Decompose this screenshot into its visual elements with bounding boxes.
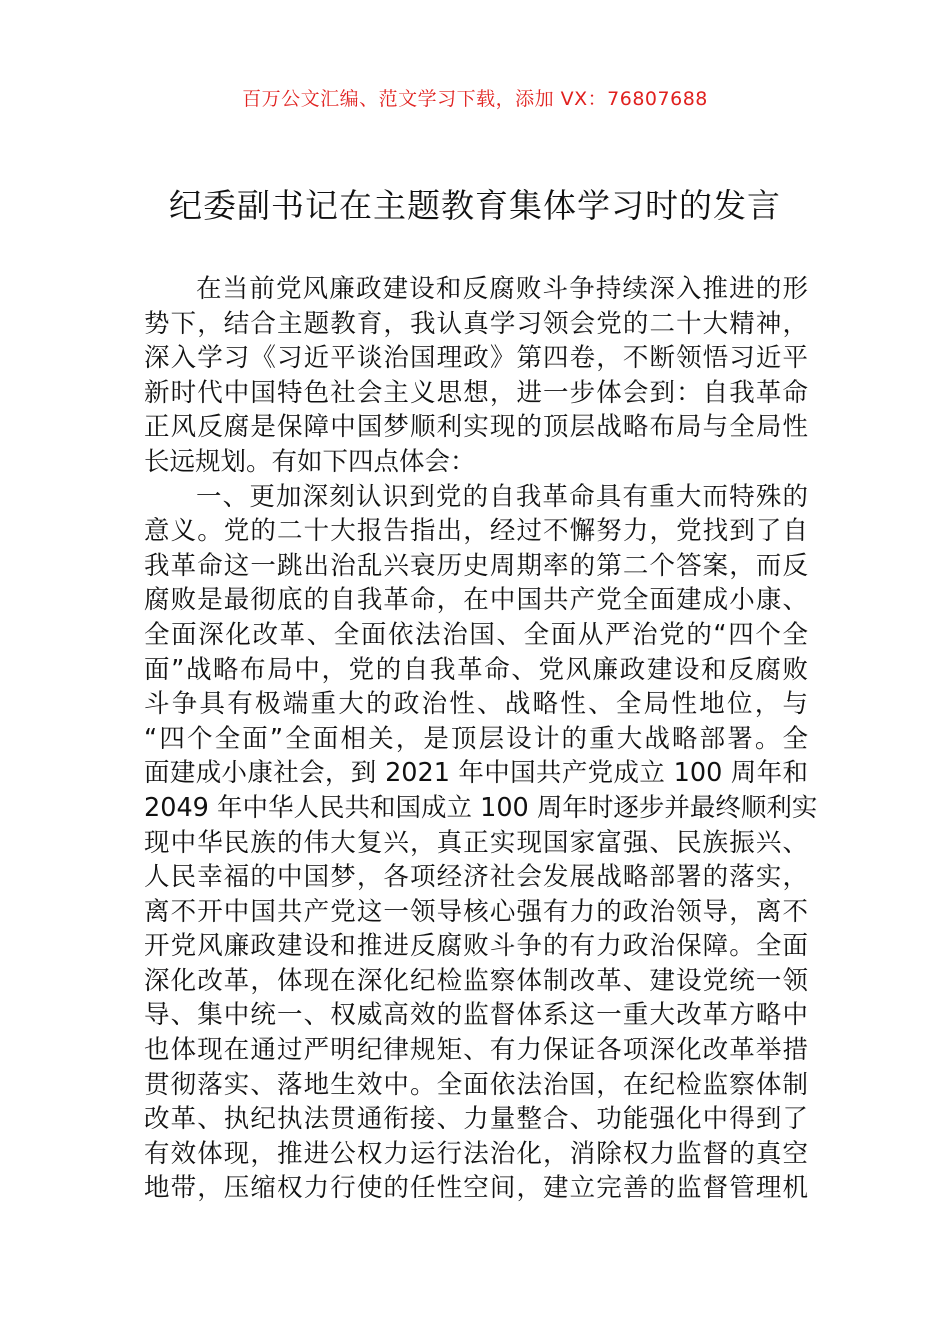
paragraph-line: 意义。党的二十大报告指出，经过不懈努力，党找到了自 <box>144 516 808 547</box>
paragraph-line: 现中华民族的伟大复兴，真正实现国家富强、民族振兴、 <box>144 827 808 858</box>
paragraph-line: 面建成小康社会，到 2021 年中国共产党成立 100 周年和 <box>144 758 808 789</box>
paragraph-line: 有效体现，推进公权力运行法治化，消除权力监督的真空 <box>144 1138 808 1169</box>
paragraph-line: 改革、执纪执法贯通衔接、力量整合、功能强化中得到了 <box>144 1104 808 1135</box>
paragraph-line: 一、更加深刻认识到党的自我革命具有重大而特殊的 <box>196 481 808 512</box>
paragraph-line: 势下，结合主题教育，我认真学习领会党的二十大精神， <box>144 308 808 339</box>
paragraph-line: 长远规划。有如下四点体会： <box>144 446 476 477</box>
paragraph-line: 腐败是最彻底的自我革命，在中国共产党全面建成小康、 <box>144 585 808 616</box>
header-banner: 百万公文汇编、范文学习下载，添加 VX：76807688 <box>242 88 708 110</box>
paragraph-line: 离不开中国共产党这一领导核心强有力的政治领导，离不 <box>144 896 808 927</box>
paragraph-line: 人民幸福的中国梦，各项经济社会发展战略部署的落实， <box>144 862 808 893</box>
paragraph-line: 2049 年中华人民共和国成立 100 周年时逐步并最终顺利实 <box>144 792 818 823</box>
paragraph-line: 深入学习《习近平谈治国理政》第四卷，不断领悟习近平 <box>144 343 808 374</box>
paragraph-line: 开党风廉政建设和推进反腐败斗争的有力政治保障。全面 <box>144 931 808 962</box>
paragraph-line: 也体现在通过严明纪律规矩、有力保证各项深化改革举措 <box>144 1035 808 1066</box>
paragraph-line: 我革命这一跳出治乱兴衰历史周期率的第二个答案，而反 <box>144 550 808 581</box>
paragraph-line: 面”战略布局中，党的自我革命、党风廉政建设和反腐败 <box>144 654 808 685</box>
paragraph-line: 正风反腐是保障中国梦顺利实现的顶层战略布局与全局性 <box>144 412 808 443</box>
document-title: 纪委副书记在主题教育集体学习时的发言 <box>169 186 781 225</box>
paragraph-line: 地带，压缩权力行使的任性空间，建立完善的监督管理机 <box>144 1173 808 1204</box>
paragraph-line: 全面深化改革、全面依法治国、全面从严治党的“四个全 <box>144 619 808 650</box>
paragraph-line: 导、集中统一、权威高效的监督体系这一重大改革方略中 <box>144 1000 808 1031</box>
paragraph-line: “四个全面”全面相关，是顶层设计的重大战略部署。全 <box>144 723 808 754</box>
document-body <box>144 272 818 1206</box>
paragraph-line: 深化改革，体现在深化纪检监察体制改革、建设党统一领 <box>144 965 808 996</box>
paragraph-line: 贯彻落实、落地生效中。全面依法治国，在纪检监察体制 <box>144 1069 808 1100</box>
paragraph-1 <box>144 272 808 480</box>
paragraph-line: 斗争具有极端重大的政治性、战略性、全局性地位，与 <box>144 689 808 720</box>
paragraph-line: 在当前党风廉政建设和反腐败斗争持续深入推进的形 <box>196 274 808 304</box>
paragraph-line: 新时代中国特色社会主义思想，进一步体会到：自我革命 <box>144 377 808 408</box>
paragraph-2 <box>144 480 818 1206</box>
